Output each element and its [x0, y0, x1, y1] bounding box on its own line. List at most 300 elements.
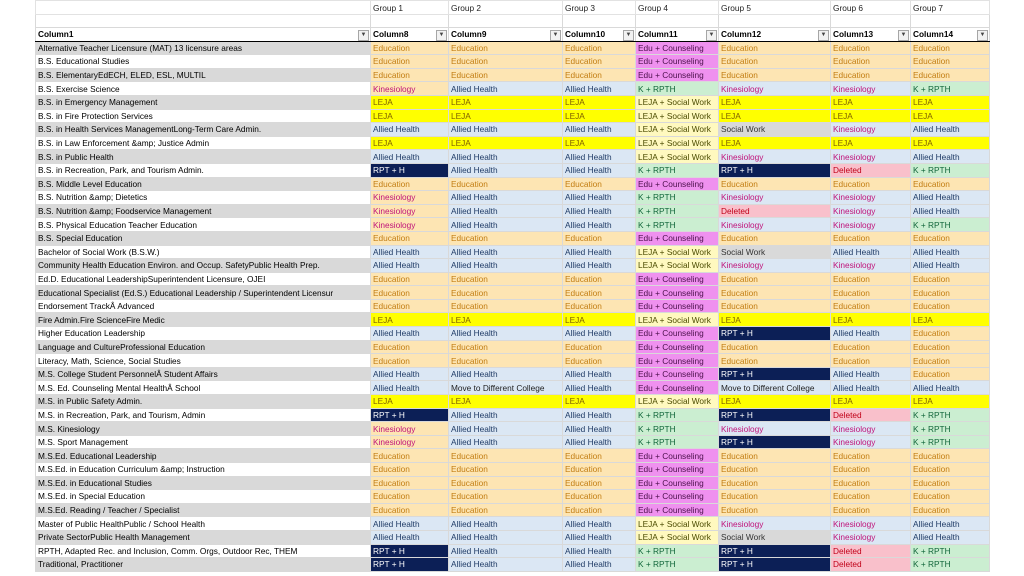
group-assignment-cell[interactable]: RPT + H [371, 408, 449, 422]
group-assignment-cell[interactable]: Education [563, 177, 636, 191]
group-assignment-cell[interactable]: Edu + Counseling [636, 272, 719, 286]
group-assignment-cell[interactable]: Allied Health [371, 245, 449, 259]
group-assignment-cell[interactable]: Education [719, 231, 831, 245]
group-assignment-cell[interactable]: Education [371, 231, 449, 245]
group-assignment-cell[interactable]: Edu + Counseling [636, 340, 719, 354]
group-assignment-cell[interactable]: Education [911, 55, 990, 69]
group-assignment-cell[interactable]: LEJA [831, 313, 911, 327]
group-label-5[interactable]: Group 5 [719, 1, 831, 15]
group-assignment-cell[interactable]: Allied Health [563, 435, 636, 449]
group-assignment-cell[interactable]: Education [719, 476, 831, 490]
group-assignment-cell[interactable]: K + RPTH [636, 191, 719, 205]
program-name-cell[interactable]: M.S. in Recreation, Park, and Tourism, Admin [36, 408, 371, 422]
group-assignment-cell[interactable]: Allied Health [563, 558, 636, 572]
program-name-cell[interactable]: Community Health Education Environ. and Occup. SafetyPublic Health Prep. [36, 259, 371, 273]
group-assignment-cell[interactable]: Education [371, 286, 449, 300]
group-assignment-cell[interactable]: Allied Health [911, 245, 990, 259]
program-name-cell[interactable]: M.S.Ed. Educational Leadership [36, 449, 371, 463]
group-assignment-cell[interactable]: Education [911, 367, 990, 381]
group-assignment-cell[interactable]: Allied Health [911, 381, 990, 395]
program-name-cell[interactable]: Master of Public HealthPublic / School Health [36, 517, 371, 531]
group-assignment-cell[interactable]: Education [831, 41, 911, 55]
group-assignment-cell[interactable]: Edu + Counseling [636, 463, 719, 477]
program-name-cell[interactable]: Language and CultureProfessional Education [36, 340, 371, 354]
group-assignment-cell[interactable]: K + RPTH [636, 544, 719, 558]
group-assignment-cell[interactable]: Education [371, 299, 449, 313]
group-assignment-cell[interactable]: Allied Health [563, 82, 636, 96]
group-assignment-cell[interactable]: Education [719, 286, 831, 300]
group-assignment-cell[interactable]: Education [911, 286, 990, 300]
group-assignment-cell[interactable]: Allied Health [563, 191, 636, 205]
filter-dropdown-icon[interactable]: ▼ [977, 30, 988, 41]
group-assignment-cell[interactable]: LEJA [563, 395, 636, 409]
program-name-cell[interactable]: Higher Education Leadership [36, 327, 371, 341]
program-name-cell[interactable]: B.S. Special Education [36, 231, 371, 245]
group-assignment-cell[interactable]: Kinesiology [831, 259, 911, 273]
group-assignment-cell[interactable]: LEJA + Social Work [636, 109, 719, 123]
group-assignment-cell[interactable]: Kinesiology [831, 123, 911, 137]
group-assignment-cell[interactable]: Kinesiology [831, 530, 911, 544]
group-assignment-cell[interactable]: Education [449, 286, 563, 300]
group-assignment-cell[interactable]: Allied Health [563, 381, 636, 395]
group-assignment-cell[interactable]: LEJA + Social Work [636, 530, 719, 544]
group-assignment-cell[interactable]: Education [831, 354, 911, 368]
group-assignment-cell[interactable]: LEJA [449, 109, 563, 123]
group-assignment-cell[interactable]: Allied Health [563, 163, 636, 177]
group-assignment-cell[interactable]: Edu + Counseling [636, 503, 719, 517]
group-assignment-cell[interactable]: Kinesiology [831, 218, 911, 232]
group-assignment-cell[interactable]: Allied Health [371, 517, 449, 531]
group-assignment-cell[interactable]: Allied Health [449, 245, 563, 259]
group-assignment-cell[interactable]: Allied Health [449, 408, 563, 422]
group-assignment-cell[interactable]: Education [371, 354, 449, 368]
column-header-8[interactable] [371, 28, 449, 42]
group-assignment-cell[interactable]: Education [563, 340, 636, 354]
group-assignment-cell[interactable]: Allied Health [449, 163, 563, 177]
filter-dropdown-icon[interactable]: ▼ [358, 30, 369, 41]
group-assignment-cell[interactable]: K + RPTH [636, 558, 719, 572]
group-assignment-cell[interactable]: Kinesiology [831, 150, 911, 164]
group-assignment-cell[interactable]: Allied Health [371, 123, 449, 137]
group-assignment-cell[interactable]: Allied Health [831, 381, 911, 395]
group-assignment-cell[interactable]: Education [449, 55, 563, 69]
group-assignment-cell[interactable]: Edu + Counseling [636, 231, 719, 245]
group-assignment-cell[interactable]: Deleted [831, 544, 911, 558]
group-assignment-cell[interactable]: Education [911, 340, 990, 354]
group-assignment-cell[interactable]: Education [449, 41, 563, 55]
program-name-cell[interactable]: B.S. in Public Health [36, 150, 371, 164]
group-assignment-cell[interactable]: Allied Health [449, 530, 563, 544]
group-assignment-cell[interactable]: Education [371, 503, 449, 517]
program-name-cell[interactable]: Bachelor of Social Work (B.S.W.) [36, 245, 371, 259]
group-assignment-cell[interactable]: Education [449, 272, 563, 286]
group-assignment-cell[interactable]: Social Work [719, 530, 831, 544]
group-assignment-cell[interactable]: Kinesiology [831, 517, 911, 531]
program-name-cell[interactable]: B.S. Nutrition &amp; Dietetics [36, 191, 371, 205]
group-assignment-cell[interactable]: Allied Health [449, 558, 563, 572]
group-assignment-cell[interactable]: RPT + H [371, 163, 449, 177]
group-assignment-cell[interactable]: LEJA [563, 136, 636, 150]
group-assignment-cell[interactable]: Kinesiology [719, 259, 831, 273]
group-assignment-cell[interactable]: Education [371, 68, 449, 82]
group-assignment-cell[interactable]: Education [371, 449, 449, 463]
group-assignment-cell[interactable]: Allied Health [449, 204, 563, 218]
group-assignment-cell[interactable]: Allied Health [563, 204, 636, 218]
group-assignment-cell[interactable]: Education [449, 231, 563, 245]
group-assignment-cell[interactable]: Education [563, 272, 636, 286]
group-assignment-cell[interactable]: Education [911, 327, 990, 341]
group-assignment-cell[interactable]: Allied Health [449, 435, 563, 449]
blank-cell[interactable] [636, 15, 719, 28]
group-assignment-cell[interactable]: LEJA [911, 136, 990, 150]
blank-cell[interactable] [36, 15, 371, 28]
group-assignment-cell[interactable]: RPT + H [719, 327, 831, 341]
group-assignment-cell[interactable]: Education [831, 503, 911, 517]
program-name-cell[interactable]: B.S. Middle Level Education [36, 177, 371, 191]
group-assignment-cell[interactable]: Allied Health [563, 517, 636, 531]
group-assignment-cell[interactable]: LEJA [449, 95, 563, 109]
group-assignment-cell[interactable]: Education [831, 299, 911, 313]
program-name-cell[interactable]: Literacy, Math, Science, Social Studies [36, 354, 371, 368]
group-label-1[interactable]: Group 1 [371, 1, 449, 15]
column-header-14[interactable] [911, 28, 990, 42]
group-assignment-cell[interactable]: Education [911, 68, 990, 82]
filter-dropdown-icon[interactable]: ▼ [818, 30, 829, 41]
group-assignment-cell[interactable]: Move to Different College [719, 381, 831, 395]
group-assignment-cell[interactable]: Education [371, 490, 449, 504]
program-name-cell[interactable]: M.S. in Public Safety Admin. [36, 395, 371, 409]
group-label-4[interactable]: Group 4 [636, 1, 719, 15]
group-assignment-cell[interactable]: Education [563, 286, 636, 300]
group-assignment-cell[interactable]: Allied Health [449, 327, 563, 341]
group-assignment-cell[interactable]: Kinesiology [831, 422, 911, 436]
group-assignment-cell[interactable]: Education [449, 354, 563, 368]
program-name-cell[interactable]: Traditional, Practitioner [36, 558, 371, 572]
group-assignment-cell[interactable]: Education [911, 354, 990, 368]
group-assignment-cell[interactable]: Education [911, 490, 990, 504]
group-assignment-cell[interactable]: LEJA [831, 395, 911, 409]
group-assignment-cell[interactable]: Edu + Counseling [636, 449, 719, 463]
program-name-cell[interactable]: B.S. Educational Studies [36, 55, 371, 69]
column-header-10[interactable] [563, 28, 636, 42]
group-assignment-cell[interactable]: K + RPTH [911, 558, 990, 572]
group-assignment-cell[interactable]: Edu + Counseling [636, 476, 719, 490]
group-assignment-cell[interactable]: Edu + Counseling [636, 286, 719, 300]
blank-cell[interactable] [563, 15, 636, 28]
group-assignment-cell[interactable]: Kinesiology [719, 517, 831, 531]
group-assignment-cell[interactable]: Allied Health [563, 259, 636, 273]
filter-dropdown-icon[interactable]: ▼ [706, 30, 717, 41]
group-assignment-cell[interactable]: RPT + H [371, 544, 449, 558]
group-assignment-cell[interactable]: Education [911, 299, 990, 313]
program-name-cell[interactable]: RPTH, Adapted Rec. and Inclusion, Comm. Orgs, Outdoor Rec, THEM [36, 544, 371, 558]
group-assignment-cell[interactable]: Kinesiology [719, 191, 831, 205]
group-assignment-cell[interactable]: Allied Health [831, 327, 911, 341]
group-assignment-cell[interactable]: Education [719, 177, 831, 191]
group-assignment-cell[interactable]: K + RPTH [911, 422, 990, 436]
group-assignment-cell[interactable]: Education [563, 476, 636, 490]
group-assignment-cell[interactable]: LEJA + Social Work [636, 136, 719, 150]
group-assignment-cell[interactable]: K + RPTH [911, 544, 990, 558]
group-assignment-cell[interactable]: Education [371, 55, 449, 69]
program-name-cell[interactable]: Alternative Teacher Licensure (MAT) 13 licensure areas [36, 41, 371, 55]
group-assignment-cell[interactable]: LEJA [371, 313, 449, 327]
group-assignment-cell[interactable]: Kinesiology [371, 435, 449, 449]
group-assignment-cell[interactable]: Education [911, 231, 990, 245]
group-assignment-cell[interactable]: Education [563, 41, 636, 55]
column-header-11[interactable] [636, 28, 719, 42]
program-name-cell[interactable]: Private SectorPublic Health Management [36, 530, 371, 544]
group-assignment-cell[interactable]: Allied Health [911, 530, 990, 544]
group-assignment-cell[interactable]: Education [449, 463, 563, 477]
group-assignment-cell[interactable]: Education [719, 55, 831, 69]
program-name-cell[interactable]: Ed.D. Educational LeadershipSuperintendent Licensure, OJEI [36, 272, 371, 286]
column-header-12[interactable] [719, 28, 831, 42]
program-name-cell[interactable]: M.S.Ed. in Educational Studies [36, 476, 371, 490]
group-assignment-cell[interactable]: LEJA + Social Work [636, 313, 719, 327]
group-assignment-cell[interactable]: Allied Health [831, 367, 911, 381]
group-assignment-cell[interactable]: Education [911, 476, 990, 490]
group-assignment-cell[interactable]: Education [911, 463, 990, 477]
group-assignment-cell[interactable]: Allied Health [563, 218, 636, 232]
group-assignment-cell[interactable]: K + RPTH [911, 82, 990, 96]
group-assignment-cell[interactable]: LEJA [449, 136, 563, 150]
group-assignment-cell[interactable]: LEJA [449, 313, 563, 327]
filter-dropdown-icon[interactable]: ▼ [623, 30, 634, 41]
group-assignment-cell[interactable]: Kinesiology [371, 204, 449, 218]
group-assignment-cell[interactable]: Education [911, 503, 990, 517]
group-assignment-cell[interactable]: Allied Health [911, 123, 990, 137]
group-assignment-cell[interactable]: Kinesiology [831, 82, 911, 96]
group-assignment-cell[interactable]: Education [563, 503, 636, 517]
group-assignment-cell[interactable]: Education [831, 340, 911, 354]
column-header-1[interactable] [36, 28, 371, 42]
program-name-cell[interactable]: B.S. in Emergency Management [36, 95, 371, 109]
group-assignment-cell[interactable]: Education [719, 41, 831, 55]
group-assignment-cell[interactable]: LEJA [911, 313, 990, 327]
filter-dropdown-icon[interactable]: ▼ [436, 30, 447, 41]
filter-dropdown-icon[interactable]: ▼ [550, 30, 561, 41]
group-assignment-cell[interactable]: Education [719, 68, 831, 82]
group-assignment-cell[interactable]: Education [719, 503, 831, 517]
group-assignment-cell[interactable]: Social Work [719, 245, 831, 259]
group-assignment-cell[interactable]: Education [719, 354, 831, 368]
group-assignment-cell[interactable]: Edu + Counseling [636, 381, 719, 395]
group-assignment-cell[interactable]: Kinesiology [719, 150, 831, 164]
group-assignment-cell[interactable]: Education [449, 299, 563, 313]
group-assignment-cell[interactable]: Education [831, 68, 911, 82]
program-name-cell[interactable]: M.S. College Student PersonnelÂ Student Affairs [36, 367, 371, 381]
group-assignment-cell[interactable]: RPT + H [719, 367, 831, 381]
program-name-cell[interactable]: M.S. Kinesiology [36, 422, 371, 436]
group-assignment-cell[interactable]: LEJA [911, 109, 990, 123]
group-assignment-cell[interactable]: Allied Health [449, 218, 563, 232]
group-assignment-cell[interactable]: Allied Health [449, 259, 563, 273]
group-assignment-cell[interactable]: Allied Health [563, 367, 636, 381]
group-assignment-cell[interactable]: LEJA [911, 395, 990, 409]
group-assignment-cell[interactable]: Allied Health [449, 191, 563, 205]
group-assignment-cell[interactable]: LEJA [831, 109, 911, 123]
group-assignment-cell[interactable]: Education [911, 272, 990, 286]
group-assignment-cell[interactable]: LEJA [719, 313, 831, 327]
group-assignment-cell[interactable]: Education [563, 463, 636, 477]
group-assignment-cell[interactable]: Kinesiology [371, 82, 449, 96]
group-assignment-cell[interactable]: LEJA + Social Work [636, 245, 719, 259]
group-assignment-cell[interactable]: Allied Health [371, 327, 449, 341]
column-header-9[interactable] [449, 28, 563, 42]
group-assignment-cell[interactable]: Education [563, 490, 636, 504]
group-assignment-cell[interactable]: RPT + H [719, 435, 831, 449]
group-assignment-cell[interactable]: Education [449, 340, 563, 354]
group-assignment-cell[interactable]: Allied Health [371, 381, 449, 395]
group-assignment-cell[interactable]: Education [831, 490, 911, 504]
group-assignment-cell[interactable]: Kinesiology [831, 191, 911, 205]
group-assignment-cell[interactable]: Allied Health [563, 530, 636, 544]
group-assignment-cell[interactable]: LEJA [719, 136, 831, 150]
group-assignment-cell[interactable]: LEJA [831, 136, 911, 150]
group-label-3[interactable]: Group 3 [563, 1, 636, 15]
group-assignment-cell[interactable]: K + RPTH [636, 218, 719, 232]
group-assignment-cell[interactable]: LEJA + Social Work [636, 95, 719, 109]
group-assignment-cell[interactable]: Deleted [831, 163, 911, 177]
group-assignment-cell[interactable]: Education [831, 449, 911, 463]
group-assignment-cell[interactable]: Kinesiology [719, 82, 831, 96]
group-assignment-cell[interactable]: LEJA [449, 395, 563, 409]
group-assignment-cell[interactable]: Allied Health [449, 422, 563, 436]
group-assignment-cell[interactable]: Allied Health [449, 150, 563, 164]
group-assignment-cell[interactable]: LEJA + Social Work [636, 259, 719, 273]
group-assignment-cell[interactable]: LEJA [831, 95, 911, 109]
group-assignment-cell[interactable]: Education [831, 272, 911, 286]
group-assignment-cell[interactable]: Education [911, 177, 990, 191]
program-name-cell[interactable]: B.S. in Recreation, Park, and Tourism Admin. [36, 163, 371, 177]
group-assignment-cell[interactable]: Allied Health [911, 150, 990, 164]
group-assignment-cell[interactable]: Allied Health [563, 150, 636, 164]
group-assignment-cell[interactable]: Education [371, 476, 449, 490]
group-assignment-cell[interactable]: LEJA [371, 395, 449, 409]
group-label-2[interactable]: Group 2 [449, 1, 563, 15]
program-name-cell[interactable]: B.S. in Fire Protection Services [36, 109, 371, 123]
group-assignment-cell[interactable]: LEJA [719, 109, 831, 123]
group-assignment-cell[interactable]: Education [449, 68, 563, 82]
group-assignment-cell[interactable]: RPT + H [719, 544, 831, 558]
group-assignment-cell[interactable]: Kinesiology [831, 435, 911, 449]
group-assignment-cell[interactable]: Education [371, 463, 449, 477]
spreadsheet[interactable] [35, 0, 989, 572]
group-assignment-cell[interactable]: K + RPTH [911, 163, 990, 177]
group-assignment-cell[interactable]: Move to Different College [449, 381, 563, 395]
group-assignment-cell[interactable]: RPT + H [719, 558, 831, 572]
group-assignment-cell[interactable]: Education [371, 41, 449, 55]
group-assignment-cell[interactable]: LEJA + Social Work [636, 395, 719, 409]
program-name-cell[interactable]: B.S. in Law Enforcement &amp; Justice Admin [36, 136, 371, 150]
group-assignment-cell[interactable]: Education [911, 449, 990, 463]
blank-cell[interactable] [371, 15, 449, 28]
group-assignment-cell[interactable]: Allied Health [371, 259, 449, 273]
group-assignment-cell[interactable]: Education [831, 476, 911, 490]
group-assignment-cell[interactable]: Edu + Counseling [636, 367, 719, 381]
group-assignment-cell[interactable]: K + RPTH [911, 435, 990, 449]
program-name-cell[interactable]: M.S.Ed. in Special Education [36, 490, 371, 504]
group-assignment-cell[interactable]: Edu + Counseling [636, 354, 719, 368]
group-assignment-cell[interactable]: Kinesiology [371, 422, 449, 436]
program-name-cell[interactable]: M.S. Sport Management [36, 435, 371, 449]
group-assignment-cell[interactable]: Education [719, 340, 831, 354]
group-assignment-cell[interactable]: Allied Health [563, 422, 636, 436]
group-assignment-cell[interactable]: Allied Health [449, 82, 563, 96]
group-assignment-cell[interactable]: Allied Health [449, 544, 563, 558]
group-assignment-cell[interactable]: Edu + Counseling [636, 299, 719, 313]
group-assignment-cell[interactable]: Allied Health [563, 327, 636, 341]
program-name-cell[interactable]: B.S. in Health Services ManagementLong-Term Care Admin. [36, 123, 371, 137]
group-assignment-cell[interactable]: Education [563, 231, 636, 245]
group-assignment-cell[interactable]: Education [831, 55, 911, 69]
group-assignment-cell[interactable]: Allied Health [831, 245, 911, 259]
group-assignment-cell[interactable]: Education [563, 354, 636, 368]
group-assignment-cell[interactable]: K + RPTH [911, 218, 990, 232]
group-assignment-cell[interactable]: Education [449, 449, 563, 463]
group-assignment-cell[interactable]: Education [719, 463, 831, 477]
group-assignment-cell[interactable]: K + RPTH [636, 408, 719, 422]
group-assignment-cell[interactable]: Allied Health [563, 544, 636, 558]
group-assignment-cell[interactable]: Kinesiology [831, 204, 911, 218]
group-assignment-cell[interactable]: Education [831, 231, 911, 245]
group-assignment-cell[interactable]: Allied Health [449, 123, 563, 137]
program-name-cell[interactable]: B.S. Physical Education Teacher Education [36, 218, 371, 232]
group-assignment-cell[interactable]: Education [831, 177, 911, 191]
group-assignment-cell[interactable]: Education [371, 177, 449, 191]
group-assignment-cell[interactable]: Education [449, 503, 563, 517]
group-assignment-cell[interactable]: Education [719, 490, 831, 504]
group-assignment-cell[interactable]: LEJA + Social Work [636, 150, 719, 164]
group-assignment-cell[interactable]: LEJA [563, 109, 636, 123]
group-label-6[interactable]: Group 6 [831, 1, 911, 15]
group-assignment-cell[interactable]: Kinesiology [371, 191, 449, 205]
group-assignment-cell[interactable]: LEJA [563, 313, 636, 327]
group-assignment-cell[interactable]: Education [371, 272, 449, 286]
group-assignment-cell[interactable]: Education [449, 490, 563, 504]
group-assignment-cell[interactable]: Allied Health [371, 150, 449, 164]
group-assignment-cell[interactable]: Edu + Counseling [636, 41, 719, 55]
group-assignment-cell[interactable]: K + RPTH [636, 82, 719, 96]
program-name-cell[interactable]: B.S. ElementaryEdECH, ELED, ESL, MULTIL [36, 68, 371, 82]
group-assignment-cell[interactable]: Education [563, 299, 636, 313]
group-assignment-cell[interactable]: Edu + Counseling [636, 55, 719, 69]
program-name-cell[interactable]: B.S. Nutrition &amp; Foodservice Management [36, 204, 371, 218]
group-assignment-cell[interactable]: Allied Health [449, 517, 563, 531]
program-name-cell[interactable]: M.S.Ed. in Education Curriculum &amp; Instruction [36, 463, 371, 477]
group-assignment-cell[interactable]: Deleted [831, 558, 911, 572]
group-assignment-cell[interactable]: Education [831, 286, 911, 300]
group-assignment-cell[interactable]: Kinesiology [719, 218, 831, 232]
group-assignment-cell[interactable]: K + RPTH [636, 422, 719, 436]
group-assignment-cell[interactable]: Deleted [831, 408, 911, 422]
group-assignment-cell[interactable]: K + RPTH [636, 435, 719, 449]
group-assignment-cell[interactable]: Education [563, 55, 636, 69]
group-assignment-cell[interactable]: RPT + H [371, 558, 449, 572]
blank-cell[interactable] [719, 15, 831, 28]
group-assignment-cell[interactable]: LEJA [719, 395, 831, 409]
blank-cell[interactable] [911, 15, 990, 28]
program-name-cell[interactable]: M.S. Ed. Counseling Mental HealthÂ School [36, 381, 371, 395]
group-assignment-cell[interactable]: K + RPTH [636, 163, 719, 177]
group-assignment-cell[interactable]: Allied Health [911, 204, 990, 218]
group-assignment-cell[interactable]: Allied Health [371, 367, 449, 381]
group-assignment-cell[interactable]: Education [563, 449, 636, 463]
group-cell-empty[interactable] [36, 1, 371, 15]
program-name-cell[interactable]: Educational Specialist (Ed.S.) Educational Leadership / Superintendent Licensur [36, 286, 371, 300]
group-assignment-cell[interactable]: LEJA + Social Work [636, 517, 719, 531]
